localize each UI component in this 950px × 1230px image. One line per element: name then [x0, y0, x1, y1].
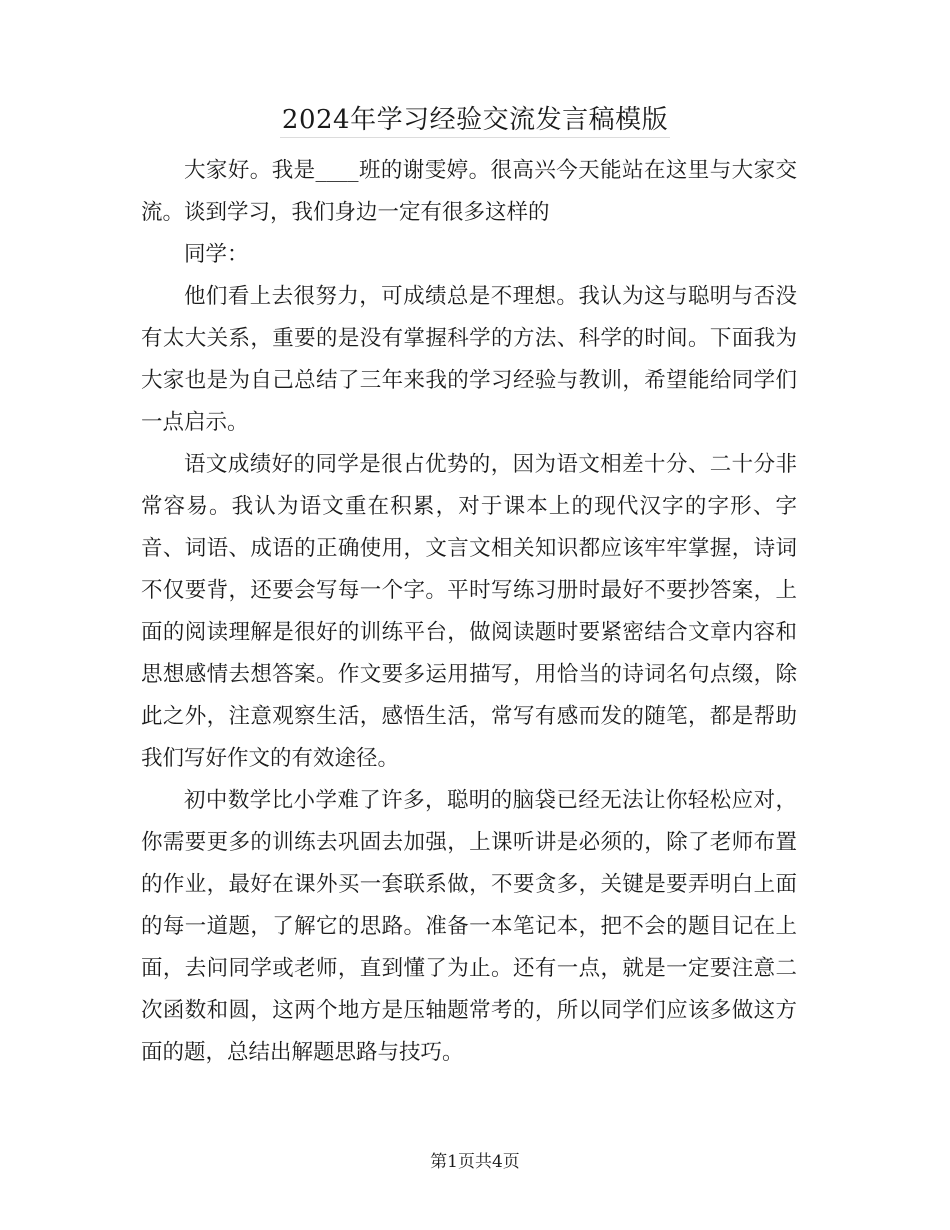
- paragraph-math: 初中数学比小学难了许多，聪明的脑袋已经无法让你轻松应对，你需要更多的训练去巩固去加强，上课听讲是必须的，除了老师布置的作业，最好在课外买一套联系做，不要贪多，关键是要弄明白上面的每一道题，了解它的思路。准备一本笔记本，把不会的题目记在上面，去问同学或老师，直到懂了为止。还有一点，就是一定要注意二次函数和圆，这两个地方是压轴题常考的，所以同学们应该多做这方面的题，总结出解题思路与技巧。: [141, 788, 797, 1065]
- paragraph-intro: 他们看上去很努力，可成绩总是不理想。我认为这与聪明与否没有太大关系，重要的是没有掌握科学的方法、科学的时间。下面我为大家也是为自己总结了三年来我的学习经验与教训，希望能给同学们一点启示。: [141, 284, 797, 435]
- paragraph-classmates: 同学：: [184, 242, 249, 267]
- document-body: [141, 150, 797, 1074]
- page-footer: 第1页共4页: [430, 1152, 520, 1172]
- paragraph-chinese: 语文成绩好的同学是很占优势的，因为语文相差十分、二十分非常容易。我认为语文重在积累，对于课本上的现代汉字的字形、字音、词语、成语的正确使用，文言文相关知识都应该牢牢掌握，诗词不仅要背，还要会写每一个字。平时写练习册时最好不要抄答案，上面的阅读理解是很好的训练平台，做阅读题时要紧密结合文章内容和思想感情去想答案。作文要多运用描写，用恰当的诗词名句点缀，除此之外，注意观察生活，感悟生活，常写有感而发的随笔，都是帮助我们写好作文的有效途径。: [141, 452, 797, 771]
- document-title-text: 2024年学习经验交流发言稿模版: [280, 105, 670, 138]
- document-title: [0, 100, 950, 140]
- paragraph-greeting: 大家好。我是____班的谢雯婷。很高兴今天能站在这里与大家交流。谈到学习，我们身边一定有很多这样的: [141, 158, 797, 225]
